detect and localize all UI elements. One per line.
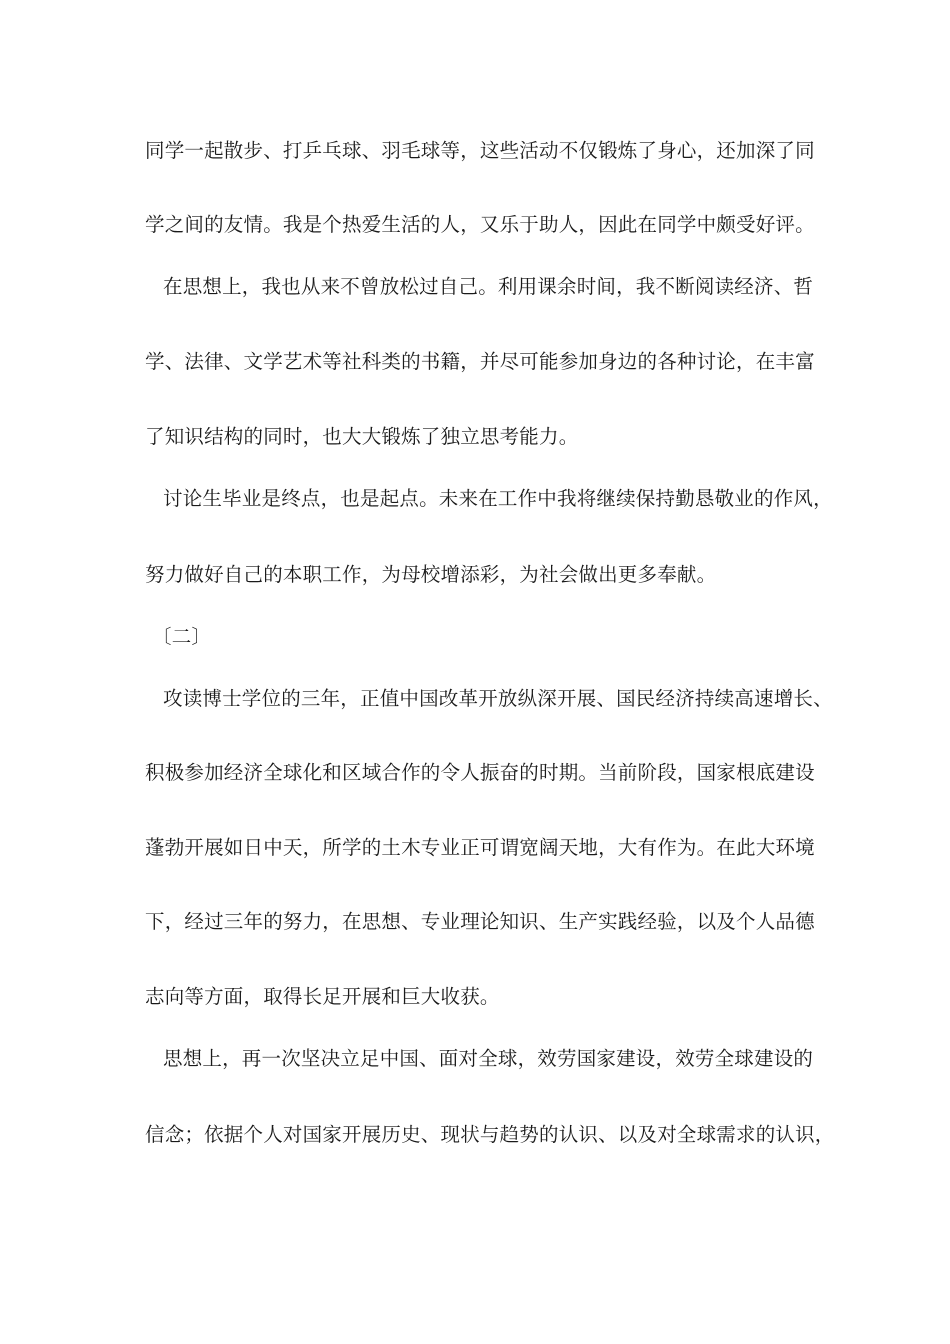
text-line: 志向等方面，取得长足开展和巨大收获。 bbox=[145, 985, 500, 1008]
section-heading: 〔二〕 bbox=[152, 625, 212, 648]
paragraph-start-line: 在思想上，我也从来不曾放松过自己。利用课余时间，我不断阅读经济、哲 bbox=[163, 275, 814, 298]
text-line: 学、法律、文学艺术等社科类的书籍，并尽可能参加身边的各种讨论，在丰富 bbox=[145, 350, 815, 373]
paragraph-start-line: 攻读博士学位的三年，正值中国改革开放纵深开展、国民经济持续高速增长、 bbox=[163, 687, 833, 710]
text-line: 努力做好自己的本职工作，为母校增添彩，为社会做出更多奉献。 bbox=[145, 563, 717, 586]
paragraph-start-line: 思想上，再一次坚决立足中国、面对全球，效劳国家建设，效劳全球建设的 bbox=[163, 1047, 814, 1070]
text-line: 学之间的友情。我是个热爱生活的人，又乐于助人，因此在同学中颇受好评。 bbox=[145, 213, 815, 236]
text-line: 同学一起散步、打乒乓球、羽毛球等，这些活动不仅锻炼了身心，还加深了同 bbox=[145, 139, 815, 162]
text-line: 积极参加经济全球化和区域合作的令人振奋的时期。当前阶段，国家根底建设 bbox=[145, 761, 815, 784]
text-line: 了知识结构的同时，也大大锻炼了独立思考能力。 bbox=[145, 425, 579, 448]
paragraph-start-line: 讨论生毕业是终点，也是起点。未来在工作中我将继续保持勤恳敬业的作风， bbox=[163, 487, 833, 510]
text-line: 蓬勃开展如日中天，所学的土木专业正可谓宽阔天地，大有作为。在此大环境 bbox=[145, 836, 815, 859]
text-line: 下，经过三年的努力，在思想、专业理论知识、生产实践经验，以及个人品德 bbox=[145, 910, 815, 933]
text-line: 信念；依据个人对国家开展历史、现状与趋势的认识、以及对全球需求的认识， bbox=[145, 1123, 835, 1146]
